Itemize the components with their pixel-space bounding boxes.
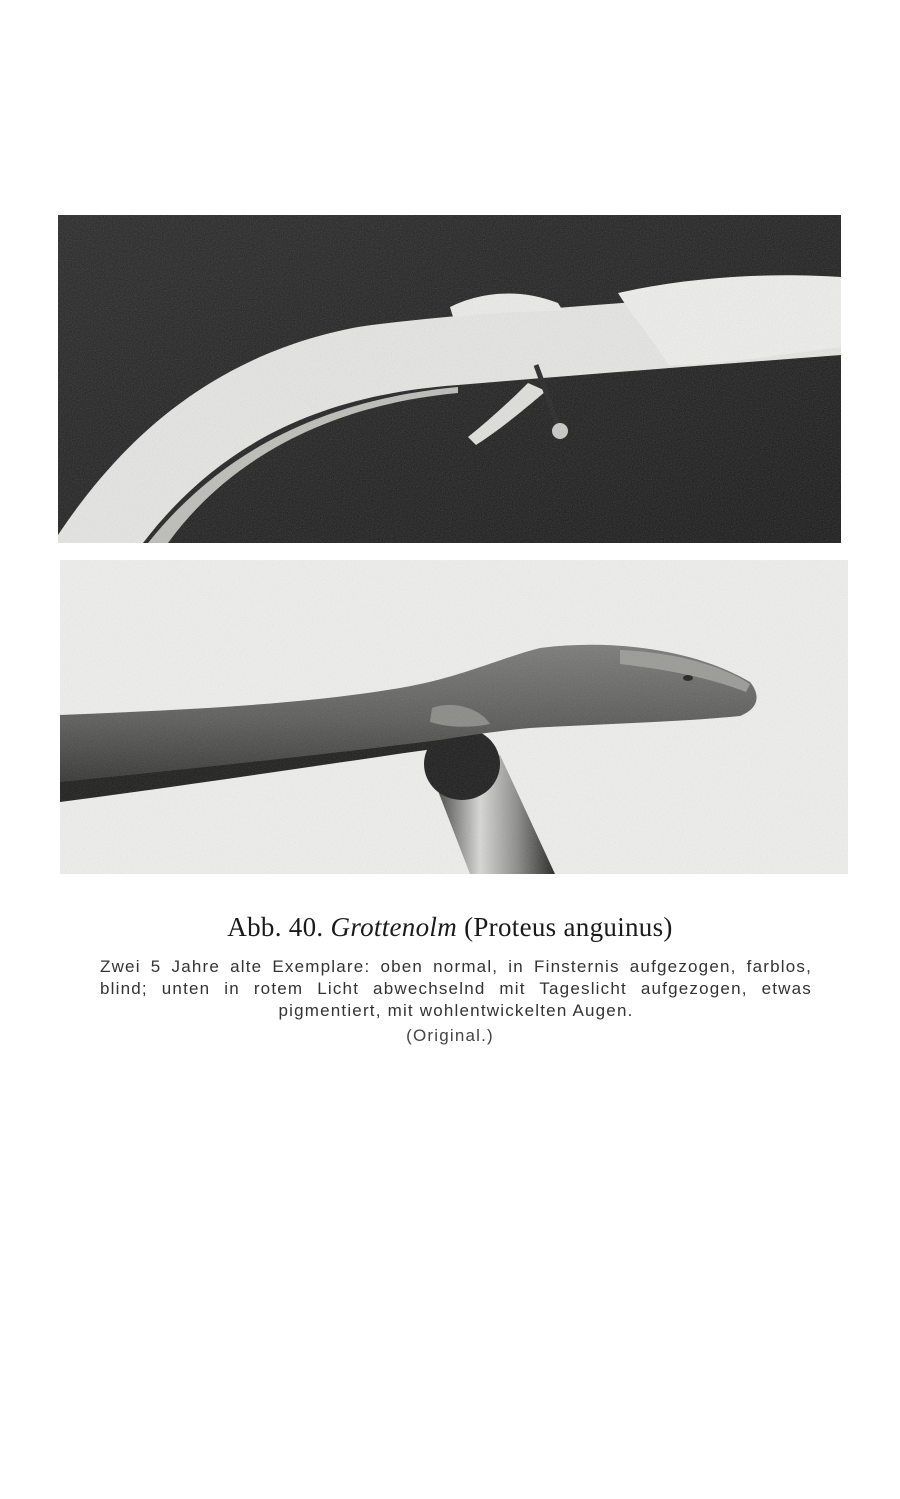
olm-photo-top [58, 215, 841, 543]
pale-olm-image [58, 215, 841, 543]
figure-description: Zwei 5 Jahre alte Exemplare: oben normal, in Finsternis aufgezogen, farblos, blind; unten in rotem Licht abwechselnd mit Tageslicht aufgezogen, etwas pigmentiert, mit wohlentwickelten Augen. [100, 957, 812, 1020]
figure-label: Abb. 40. [227, 912, 324, 942]
species-common-name: Grottenolm [330, 912, 458, 942]
figure-source: (Original.) [406, 1026, 494, 1045]
olm-photo-bottom [60, 560, 848, 874]
figure-title [100, 912, 800, 943]
species-latin-name: (Proteus anguinus) [464, 912, 673, 942]
pigmented-olm-image [60, 560, 848, 874]
